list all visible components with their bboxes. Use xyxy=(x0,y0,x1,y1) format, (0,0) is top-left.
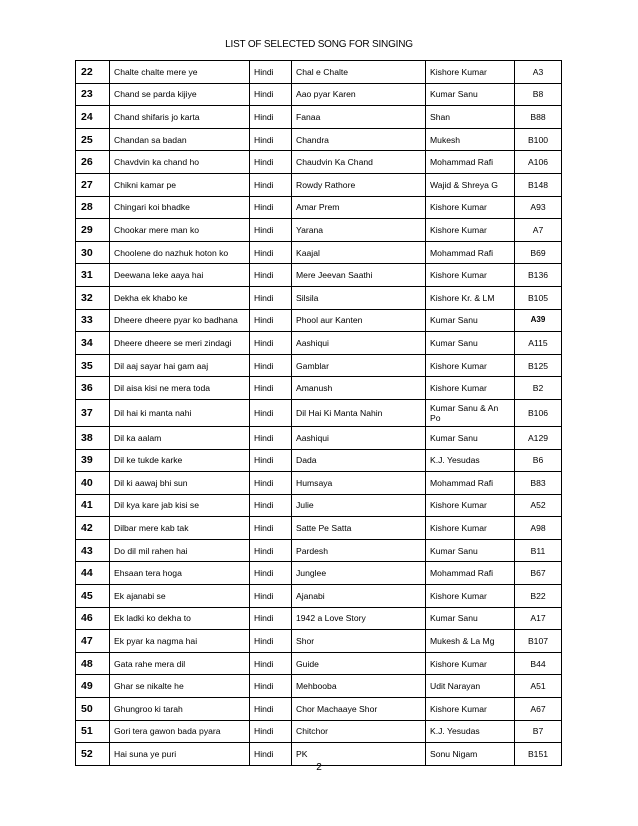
singer-cell: Sonu Nigam xyxy=(426,743,515,766)
song-code-cell: A7 xyxy=(515,219,562,242)
song-code-cell: A51 xyxy=(515,675,562,698)
movie-cell: Gamblar xyxy=(292,354,426,377)
table-row xyxy=(76,675,562,698)
song-title-cell: Dheere dheere se meri zindagi xyxy=(110,332,250,355)
song-code-cell: B100 xyxy=(515,128,562,151)
song-title-cell: Dil hai ki manta nahi xyxy=(110,399,250,426)
song-code-cell: B125 xyxy=(515,354,562,377)
table-row xyxy=(76,264,562,287)
singer-cell: Kumar Sanu xyxy=(426,309,515,332)
song-number-cell: 45 xyxy=(76,585,110,608)
song-code-cell: B88 xyxy=(515,106,562,129)
singer-cell: Kumar Sanu xyxy=(426,607,515,630)
singer-cell: Kumar Sanu & An Po xyxy=(426,399,515,426)
song-number-cell: 51 xyxy=(76,720,110,743)
language-cell: Hindi xyxy=(250,698,292,721)
movie-cell: Pardesh xyxy=(292,539,426,562)
song-title-cell: Gori tera gawon bada pyara xyxy=(110,720,250,743)
language-cell: Hindi xyxy=(250,241,292,264)
movie-cell: Junglee xyxy=(292,562,426,585)
song-title-cell: Dilbar mere kab tak xyxy=(110,517,250,540)
language-cell: Hindi xyxy=(250,720,292,743)
singer-cell: Mohammad Rafi xyxy=(426,241,515,264)
song-number-cell: 28 xyxy=(76,196,110,219)
language-cell: Hindi xyxy=(250,196,292,219)
singer-cell: Mukesh xyxy=(426,128,515,151)
movie-cell: Fanaa xyxy=(292,106,426,129)
song-title-cell: Dil aaj sayar hai gam aaj xyxy=(110,354,250,377)
table-row xyxy=(76,652,562,675)
table-row xyxy=(76,720,562,743)
singer-cell: Mohammad Rafi xyxy=(426,562,515,585)
song-number-cell: 24 xyxy=(76,106,110,129)
song-code-cell: B22 xyxy=(515,585,562,608)
page-number: 2 xyxy=(316,762,322,773)
song-code-cell: A106 xyxy=(515,151,562,174)
language-cell: Hindi xyxy=(250,539,292,562)
table-row xyxy=(76,332,562,355)
table-row xyxy=(76,377,562,400)
song-title-cell: Chand se parda kijiye xyxy=(110,83,250,106)
song-title-cell: Chand shifaris jo karta xyxy=(110,106,250,129)
song-number-cell: 26 xyxy=(76,151,110,174)
movie-cell: PK xyxy=(292,743,426,766)
singer-cell: Shan xyxy=(426,106,515,129)
table-row xyxy=(76,106,562,129)
movie-cell: Chaudvin Ka Chand xyxy=(292,151,426,174)
singer-cell: Kishore Kumar xyxy=(426,585,515,608)
language-cell: Hindi xyxy=(250,399,292,426)
song-number-cell: 29 xyxy=(76,219,110,242)
table-row xyxy=(76,449,562,472)
movie-cell: Aashiqui xyxy=(292,332,426,355)
table-row xyxy=(76,219,562,242)
table-row xyxy=(76,128,562,151)
song-number-cell: 43 xyxy=(76,539,110,562)
language-cell: Hindi xyxy=(250,449,292,472)
table-row xyxy=(76,585,562,608)
song-code-cell: B107 xyxy=(515,630,562,653)
song-title-cell: Deewana leke aaya hai xyxy=(110,264,250,287)
song-code-cell: B7 xyxy=(515,720,562,743)
language-cell: Hindi xyxy=(250,151,292,174)
language-cell: Hindi xyxy=(250,630,292,653)
table-row xyxy=(76,61,562,84)
singer-cell: Kishore Kumar xyxy=(426,698,515,721)
song-title-cell: Chingari koi bhadke xyxy=(110,196,250,219)
song-code-cell: B69 xyxy=(515,241,562,264)
song-number-cell: 23 xyxy=(76,83,110,106)
singer-cell: Kishore Kumar xyxy=(426,61,515,84)
song-code-cell: B148 xyxy=(515,173,562,196)
language-cell: Hindi xyxy=(250,83,292,106)
song-number-cell: 30 xyxy=(76,241,110,264)
song-number-cell: 47 xyxy=(76,630,110,653)
language-cell: Hindi xyxy=(250,264,292,287)
singer-cell: K.J. Yesudas xyxy=(426,720,515,743)
song-title-cell: Dil ke tukde karke xyxy=(110,449,250,472)
singer-cell: Mohammad Rafi xyxy=(426,151,515,174)
song-title-cell: Ek pyar ka nagma hai xyxy=(110,630,250,653)
song-code-cell: B151 xyxy=(515,743,562,766)
table-row xyxy=(76,539,562,562)
table-row xyxy=(76,698,562,721)
song-code-cell: A98 xyxy=(515,517,562,540)
song-number-cell: 49 xyxy=(76,675,110,698)
table-row xyxy=(76,354,562,377)
table-row xyxy=(76,426,562,449)
song-code-cell: B67 xyxy=(515,562,562,585)
song-code-cell: A17 xyxy=(515,607,562,630)
language-cell: Hindi xyxy=(250,286,292,309)
table-row xyxy=(76,309,562,332)
singer-cell: Kumar Sanu xyxy=(426,83,515,106)
singer-cell: Mohammad Rafi xyxy=(426,472,515,495)
song-number-cell: 46 xyxy=(76,607,110,630)
language-cell: Hindi xyxy=(250,426,292,449)
language-cell: Hindi xyxy=(250,675,292,698)
movie-cell: Amar Prem xyxy=(292,196,426,219)
singer-cell: K.J. Yesudas xyxy=(426,449,515,472)
movie-cell: Ajanabi xyxy=(292,585,426,608)
singer-cell: Kishore Kumar xyxy=(426,494,515,517)
singer-cell: Kumar Sanu xyxy=(426,539,515,562)
singer-cell: Kishore Kumar xyxy=(426,377,515,400)
language-cell: Hindi xyxy=(250,106,292,129)
song-number-cell: 42 xyxy=(76,517,110,540)
song-number-cell: 33 xyxy=(76,309,110,332)
song-code-cell: B44 xyxy=(515,652,562,675)
movie-cell: Humsaya xyxy=(292,472,426,495)
language-cell: Hindi xyxy=(250,61,292,84)
language-cell: Hindi xyxy=(250,607,292,630)
song-code-cell: B105 xyxy=(515,286,562,309)
table-row xyxy=(76,630,562,653)
movie-cell: Silsila xyxy=(292,286,426,309)
language-cell: Hindi xyxy=(250,377,292,400)
song-number-cell: 37 xyxy=(76,399,110,426)
table-row xyxy=(76,562,562,585)
movie-cell: Aao pyar Karen xyxy=(292,83,426,106)
song-number-cell: 32 xyxy=(76,286,110,309)
movie-cell: 1942 a Love Story xyxy=(292,607,426,630)
song-number-cell: 41 xyxy=(76,494,110,517)
song-code-cell: A3 xyxy=(515,61,562,84)
song-number-cell: 34 xyxy=(76,332,110,355)
song-title-cell: Dekha ek khabo ke xyxy=(110,286,250,309)
movie-cell: Dil Hai Ki Manta Nahin xyxy=(292,399,426,426)
song-number-cell: 39 xyxy=(76,449,110,472)
language-cell: Hindi xyxy=(250,309,292,332)
song-title-cell: Chalte chalte mere ye xyxy=(110,61,250,84)
language-cell: Hindi xyxy=(250,585,292,608)
song-title-cell: Ehsaan tera hoga xyxy=(110,562,250,585)
singer-cell: Kishore Kumar xyxy=(426,652,515,675)
song-title-cell: Ek ladki ko dekha to xyxy=(110,607,250,630)
movie-cell: Amanush xyxy=(292,377,426,400)
song-title-cell: Dil ka aalam xyxy=(110,426,250,449)
language-cell: Hindi xyxy=(250,173,292,196)
movie-cell: Chandra xyxy=(292,128,426,151)
language-cell: Hindi xyxy=(250,494,292,517)
song-number-cell: 22 xyxy=(76,61,110,84)
singer-cell: Kishore Kumar xyxy=(426,196,515,219)
page-title: LIST OF SELECTED SONG FOR SINGING xyxy=(225,39,413,50)
song-code-cell: A93 xyxy=(515,196,562,219)
movie-cell: Guide xyxy=(292,652,426,675)
song-title-cell: Chavdvin ka chand ho xyxy=(110,151,250,174)
table-row xyxy=(76,241,562,264)
language-cell: Hindi xyxy=(250,562,292,585)
song-title-cell: Dheere dheere pyar ko badhana xyxy=(110,309,250,332)
movie-cell: Kaajal xyxy=(292,241,426,264)
song-title-cell: Hai suna ye puri xyxy=(110,743,250,766)
movie-cell: Phool aur Kanten xyxy=(292,309,426,332)
singer-cell: Kishore Kr. & LM xyxy=(426,286,515,309)
song-title-cell: Dil kya kare jab kisi se xyxy=(110,494,250,517)
song-code-cell: B106 xyxy=(515,399,562,426)
movie-cell: Satte Pe Satta xyxy=(292,517,426,540)
song-number-cell: 50 xyxy=(76,698,110,721)
song-title-cell: Ek ajanabi se xyxy=(110,585,250,608)
movie-cell: Rowdy Rathore xyxy=(292,173,426,196)
language-cell: Hindi xyxy=(250,743,292,766)
language-cell: Hindi xyxy=(250,332,292,355)
song-code-cell: B2 xyxy=(515,377,562,400)
movie-cell: Mehbooba xyxy=(292,675,426,698)
singer-cell: Mukesh & La Mg xyxy=(426,630,515,653)
song-number-cell: 25 xyxy=(76,128,110,151)
singer-cell: Kumar Sanu xyxy=(426,426,515,449)
song-code-cell: A52 xyxy=(515,494,562,517)
table-row xyxy=(76,494,562,517)
song-title-cell: Chandan sa badan xyxy=(110,128,250,151)
language-cell: Hindi xyxy=(250,219,292,242)
table-row xyxy=(76,83,562,106)
song-title-cell: Ghar se nikalte he xyxy=(110,675,250,698)
singer-cell: Udit Narayan xyxy=(426,675,515,698)
language-cell: Hindi xyxy=(250,652,292,675)
table-row xyxy=(76,173,562,196)
language-cell: Hindi xyxy=(250,472,292,495)
singer-cell: Kishore Kumar xyxy=(426,517,515,540)
song-code-cell: B11 xyxy=(515,539,562,562)
song-title-cell: Gata rahe mera dil xyxy=(110,652,250,675)
song-title-cell: Chookar mere man ko xyxy=(110,219,250,242)
song-title-cell: Ghungroo ki tarah xyxy=(110,698,250,721)
song-number-cell: 31 xyxy=(76,264,110,287)
song-number-cell: 48 xyxy=(76,652,110,675)
movie-cell: Shor xyxy=(292,630,426,653)
song-number-cell: 36 xyxy=(76,377,110,400)
song-title-cell: Choolene do nazhuk hoton ko xyxy=(110,241,250,264)
movie-cell: Julie xyxy=(292,494,426,517)
song-title-cell: Chikni kamar pe xyxy=(110,173,250,196)
song-title-cell: Dil aisa kisi ne mera toda xyxy=(110,377,250,400)
song-table-body xyxy=(76,61,562,766)
song-number-cell: 40 xyxy=(76,472,110,495)
song-number-cell: 27 xyxy=(76,173,110,196)
song-code-cell: A67 xyxy=(515,698,562,721)
song-number-cell: 44 xyxy=(76,562,110,585)
singer-cell: Kishore Kumar xyxy=(426,354,515,377)
language-cell: Hindi xyxy=(250,354,292,377)
table-row xyxy=(76,399,562,426)
song-number-cell: 52 xyxy=(76,743,110,766)
singer-cell: Kishore Kumar xyxy=(426,219,515,242)
song-code-cell: A39 xyxy=(515,309,562,332)
language-cell: Hindi xyxy=(250,128,292,151)
song-title-cell: Do dil mil rahen hai xyxy=(110,539,250,562)
language-cell: Hindi xyxy=(250,517,292,540)
song-title-cell: Dil ki aawaj bhi sun xyxy=(110,472,250,495)
song-code-cell: B136 xyxy=(515,264,562,287)
movie-cell: Yarana xyxy=(292,219,426,242)
movie-cell: Chitchor xyxy=(292,720,426,743)
movie-cell: Aashiqui xyxy=(292,426,426,449)
song-number-cell: 35 xyxy=(76,354,110,377)
song-table xyxy=(75,60,562,766)
singer-cell: Wajid & Shreya G xyxy=(426,173,515,196)
table-row xyxy=(76,472,562,495)
table-row xyxy=(76,517,562,540)
movie-cell: Mere Jeevan Saathi xyxy=(292,264,426,287)
singer-cell: Kishore Kumar xyxy=(426,264,515,287)
singer-cell: Kumar Sanu xyxy=(426,332,515,355)
movie-cell: Dada xyxy=(292,449,426,472)
movie-cell: Chal e Chalte xyxy=(292,61,426,84)
song-number-cell: 38 xyxy=(76,426,110,449)
table-row xyxy=(76,151,562,174)
movie-cell: Chor Machaaye Shor xyxy=(292,698,426,721)
song-code-cell: B6 xyxy=(515,449,562,472)
table-row xyxy=(76,286,562,309)
song-code-cell: A115 xyxy=(515,332,562,355)
song-code-cell: B8 xyxy=(515,83,562,106)
table-row xyxy=(76,196,562,219)
song-code-cell: B83 xyxy=(515,472,562,495)
table-row xyxy=(76,607,562,630)
song-code-cell: A129 xyxy=(515,426,562,449)
